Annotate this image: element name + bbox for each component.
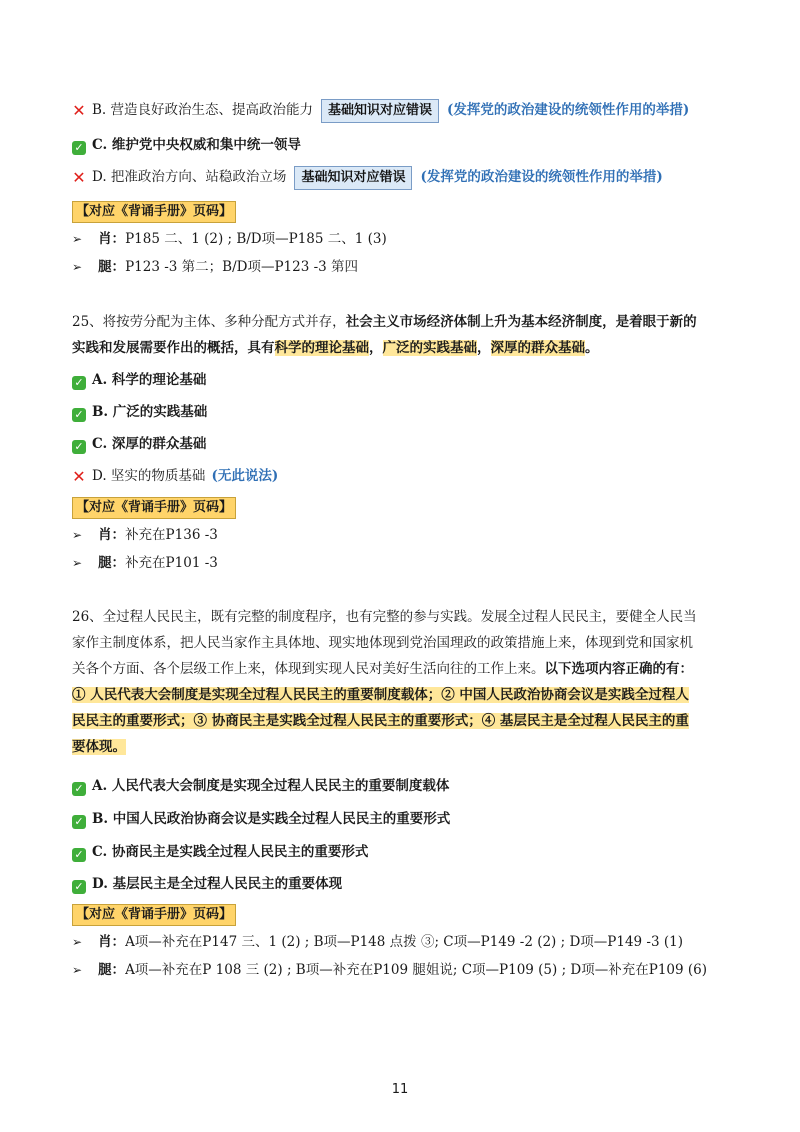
check-icon: ✓ — [72, 848, 86, 862]
arrow-icon: ➢ — [72, 232, 83, 246]
check-icon: ✓ — [72, 782, 86, 796]
arrow-icon: ➢ — [72, 556, 83, 570]
check-icon: ✓ — [72, 815, 86, 829]
q24-option-b — [72, 99, 740, 123]
check-icon: ✓ — [72, 376, 86, 390]
cross-icon: ✕ — [72, 467, 86, 486]
q26-option-a: ✓ A. 人民代表大会制度是实现全过程人民民主的重要制度载体 — [72, 775, 740, 797]
highlight: 民民主的重要形式；③ 协商民主是实践全过程人民民主的重要形式；④ 基层民主是全过程人民民主的重 — [72, 713, 689, 729]
arrow-icon: ➢ — [72, 528, 83, 542]
arrow-icon: ➢ — [72, 260, 83, 274]
highlight: 要体现。 — [72, 739, 126, 755]
q26-stem: 26、全过程人民民主，既有完整的制度程序，也有完整的参与实践。发展全过程人民民主，要健全人民当 家作主制度体系，把人民当家作主具体地、现实地体现到党治国理政的政策措施上来，体现到党和国家机 关各个方面、各个层级工作上来，体现到实现人民对美好生活向往的工作上来。以下选项内容正确的有： ① 人民代表大会制度是实现全过程人民民主的重要制度载体；② 中国人民政治协商会议是实践全过程人 民民主的重要形式；③ 协商民主是实践全过程人民民主的重要形式；④ 基层民主是全过程人民民主的重 要体现。 — [72, 609, 697, 755]
error-tag: 基础知识对应错误 — [294, 166, 412, 190]
highlight: 广泛的实践基础 — [382, 340, 477, 356]
q26-ref-header: 【对应《背诵手册》页码】 — [72, 904, 236, 926]
cross-icon: ✕ — [72, 101, 86, 120]
check-icon: ✓ — [72, 880, 86, 894]
q25-ref-tui: ➢ 腿：补充在P101 -3 — [72, 555, 218, 571]
q25-option-b: ✓ B. 广泛的实践基础 — [72, 401, 740, 423]
cross-icon: ✕ — [72, 168, 86, 187]
option-note: (无此说法) — [211, 468, 279, 484]
q24-option-d — [72, 166, 740, 190]
q25-stem: 25、将按劳分配为主体、多种分配方式并存，社会主义市场经济体制上升为基本经济制度，是着眼于新的 实践和发展需要作出的概括，具有科学的理论基础，广泛的实践基础，深厚的群众基础。 — [72, 314, 697, 356]
q25-ref-xiao: ➢ 肖：补充在P136 -3 — [72, 527, 218, 543]
q25-option-d: ✕ D. 坚实的物质基础 (无此说法) — [72, 467, 279, 486]
highlight: 科学的理论基础 — [274, 340, 369, 356]
highlight: 深厚的群众基础 — [490, 340, 585, 356]
error-tag: 基础知识对应错误 — [321, 99, 439, 123]
arrow-icon: ➢ — [72, 935, 83, 949]
q24-option-c — [72, 134, 740, 156]
q26-ref-xiao: ➢ 肖：A项—补充在P147 三、1 (2) ; B项—P148 点拨 ③; C项—P149 -2 (2) ; D项—P149 -3 (1) — [72, 934, 683, 950]
q26-option-b: ✓ B. 中国人民政治协商会议是实践全过程人民民主的重要形式 — [72, 808, 740, 830]
option-text: D. 把准政治方向、站稳政治立场 — [92, 169, 287, 185]
q26-option-c: ✓ C. 协商民主是实践全过程人民民主的重要形式 — [72, 841, 740, 863]
q24-ref-tui: ➢ 腿：P123 -3 第二；B/D项—P123 -3 第四 — [72, 259, 359, 275]
check-icon: ✓ — [72, 440, 86, 454]
q25-option-c: ✓ C. 深厚的群众基础 — [72, 433, 740, 455]
option-text: B. 营造良好政治生态、提高政治能力 — [92, 102, 314, 118]
check-icon: ✓ — [72, 408, 86, 422]
option-note: (发挥党的政治建设的统领性作用的举措) — [447, 102, 690, 118]
q26-option-d: ✓ D. 基层民主是全过程人民民主的重要体现 — [72, 873, 740, 895]
option-text: C. 维护党中央权威和集中统一领导 — [92, 137, 301, 153]
q26-ref-tui: ➢ 腿：A项—补充在P 108 三 (2) ; B项—补充在P109 腿姐说; C项—P109 (5) ; D项—补充在P109 (6) — [72, 962, 708, 978]
q24-ref-header: 【对应《背诵手册》页码】 — [72, 201, 236, 223]
arrow-icon: ➢ — [72, 963, 83, 977]
option-note: (发挥党的政治建设的统领性作用的举措) — [420, 169, 663, 185]
q25-ref-header: 【对应《背诵手册》页码】 — [72, 497, 236, 519]
check-icon: ✓ — [72, 141, 86, 155]
highlight: ① 人民代表大会制度是实现全过程人民民主的重要制度载体；② 中国人民政治协商会议是实践全过程人 — [72, 687, 689, 703]
q24-ref-xiao: ➢ 肖：P185 二、1 (2) ; B/D项—P185 二、1 (3) — [72, 231, 387, 247]
page-number: 11 — [391, 1082, 409, 1097]
q25-option-a: ✓ A. 科学的理论基础 — [72, 369, 740, 391]
